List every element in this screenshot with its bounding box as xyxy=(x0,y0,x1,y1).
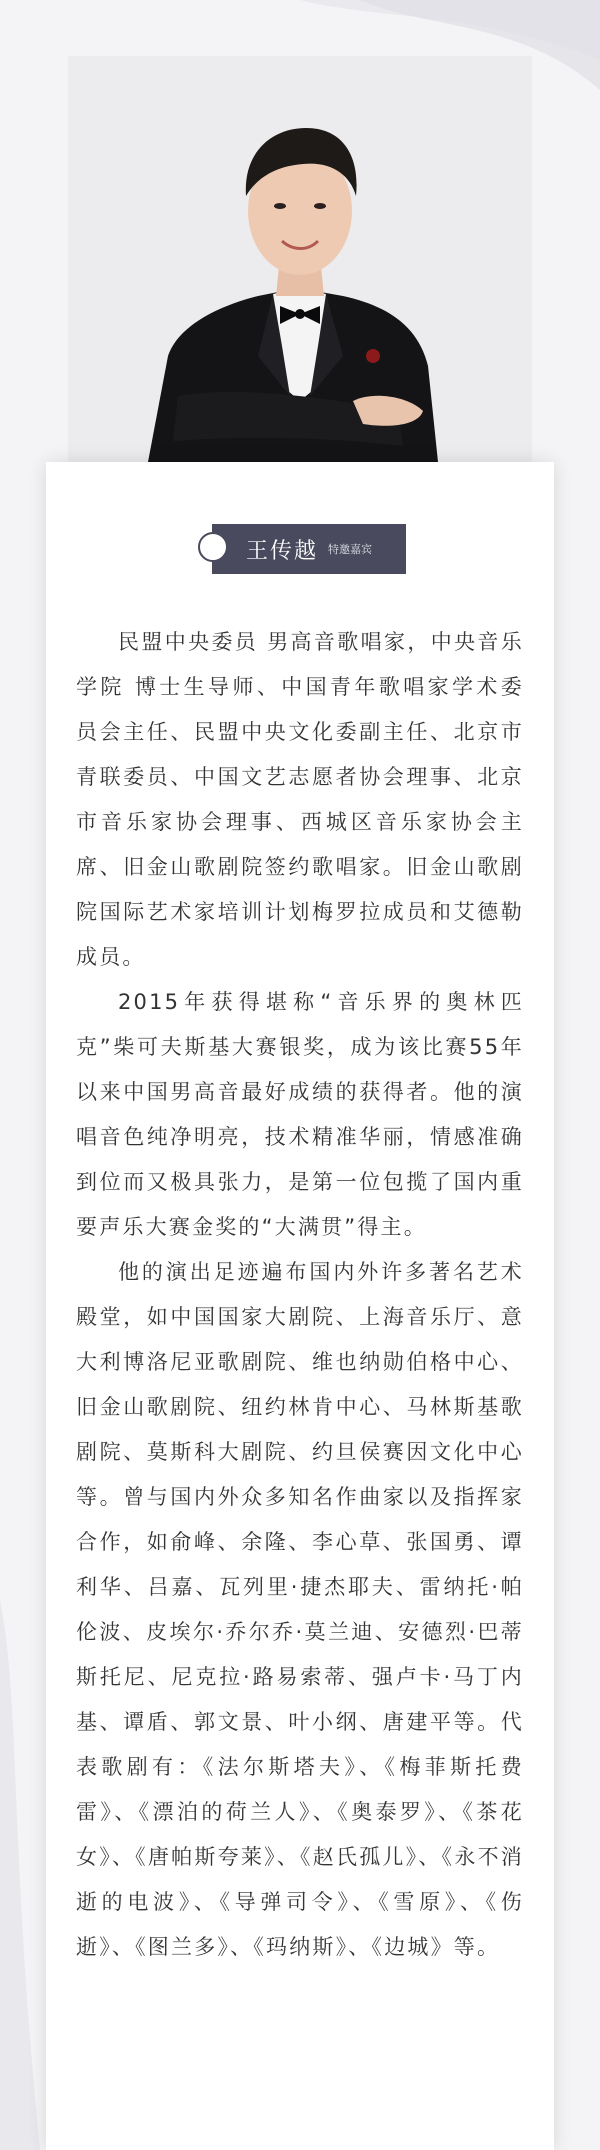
portrait-illustration xyxy=(68,56,532,462)
name-badge xyxy=(212,524,406,574)
bio-paragraph: 2015年获得堪称“音乐界的奥林匹克”柴可夫斯基大赛银奖，成为该比赛55年以来中国男高音最好成绩的获得者。他的演唱音色纯净明亮，技术精准华丽，情感准确到位而又极具张力，是第一位包揽了国内重要声乐大赛金奖的“大满贯”得主。 xyxy=(76,990,524,1239)
portrait-photo xyxy=(68,56,532,462)
bio-paragraph: 他的演出足迹遍布国内外许多著名艺术殿堂，如中国国家大剧院、上海音乐厅、意大利博洛尼亚歌剧院、维也纳勋伯格中心、旧金山歌剧院、纽约林肯中心、马林斯基歌剧院、莫斯科大剧院、约旦侯赛因文化中心等。曾与国内外众多知名作曲家以及指挥家合作，如俞峰、余隆、李心草、张国勇、谭利华、吕嘉、瓦列里·捷杰耶夫、雷纳托·帕伦波、皮埃尔·乔尔乔·莫兰迪、安德烈·巴蒂斯托尼、尼克拉·路易索蒂、强卢卡·马丁内基、谭盾、郭文景、叶小纲、唐建平等。代表歌剧有：《法尔斯塔夫》、《梅菲斯托费雷》、《漂泊的荷兰人》、《奥泰罗》、《茶花女》、《唐帕斯夸莱》、《赵氏孤儿》、《永不消逝的电波》、《导弹司令》、《雪原》、《伤逝》、《图兰多》、《玛纳斯》、《边城》等。 xyxy=(76,1260,524,1959)
guest-name: 王传越 xyxy=(246,538,319,564)
guest-role: 特邀嘉宾 xyxy=(328,543,373,556)
bio-text xyxy=(76,620,524,1970)
badge-circle-icon xyxy=(198,532,228,562)
bio-paragraph: 民盟中央委员 男高音歌唱家，中央音乐学院 博士生导师、中国青年歌唱家学术委员会主任、民盟中央文化委副主任、北京市青联委员、中国文艺志愿者协会理事、北京市音乐家协会理事、西城区音乐家协会主席、旧金山歌剧院签约歌唱家。旧金山歌剧院国际艺术家培训计划梅罗拉成员和艾德勒成员。 xyxy=(76,630,524,969)
